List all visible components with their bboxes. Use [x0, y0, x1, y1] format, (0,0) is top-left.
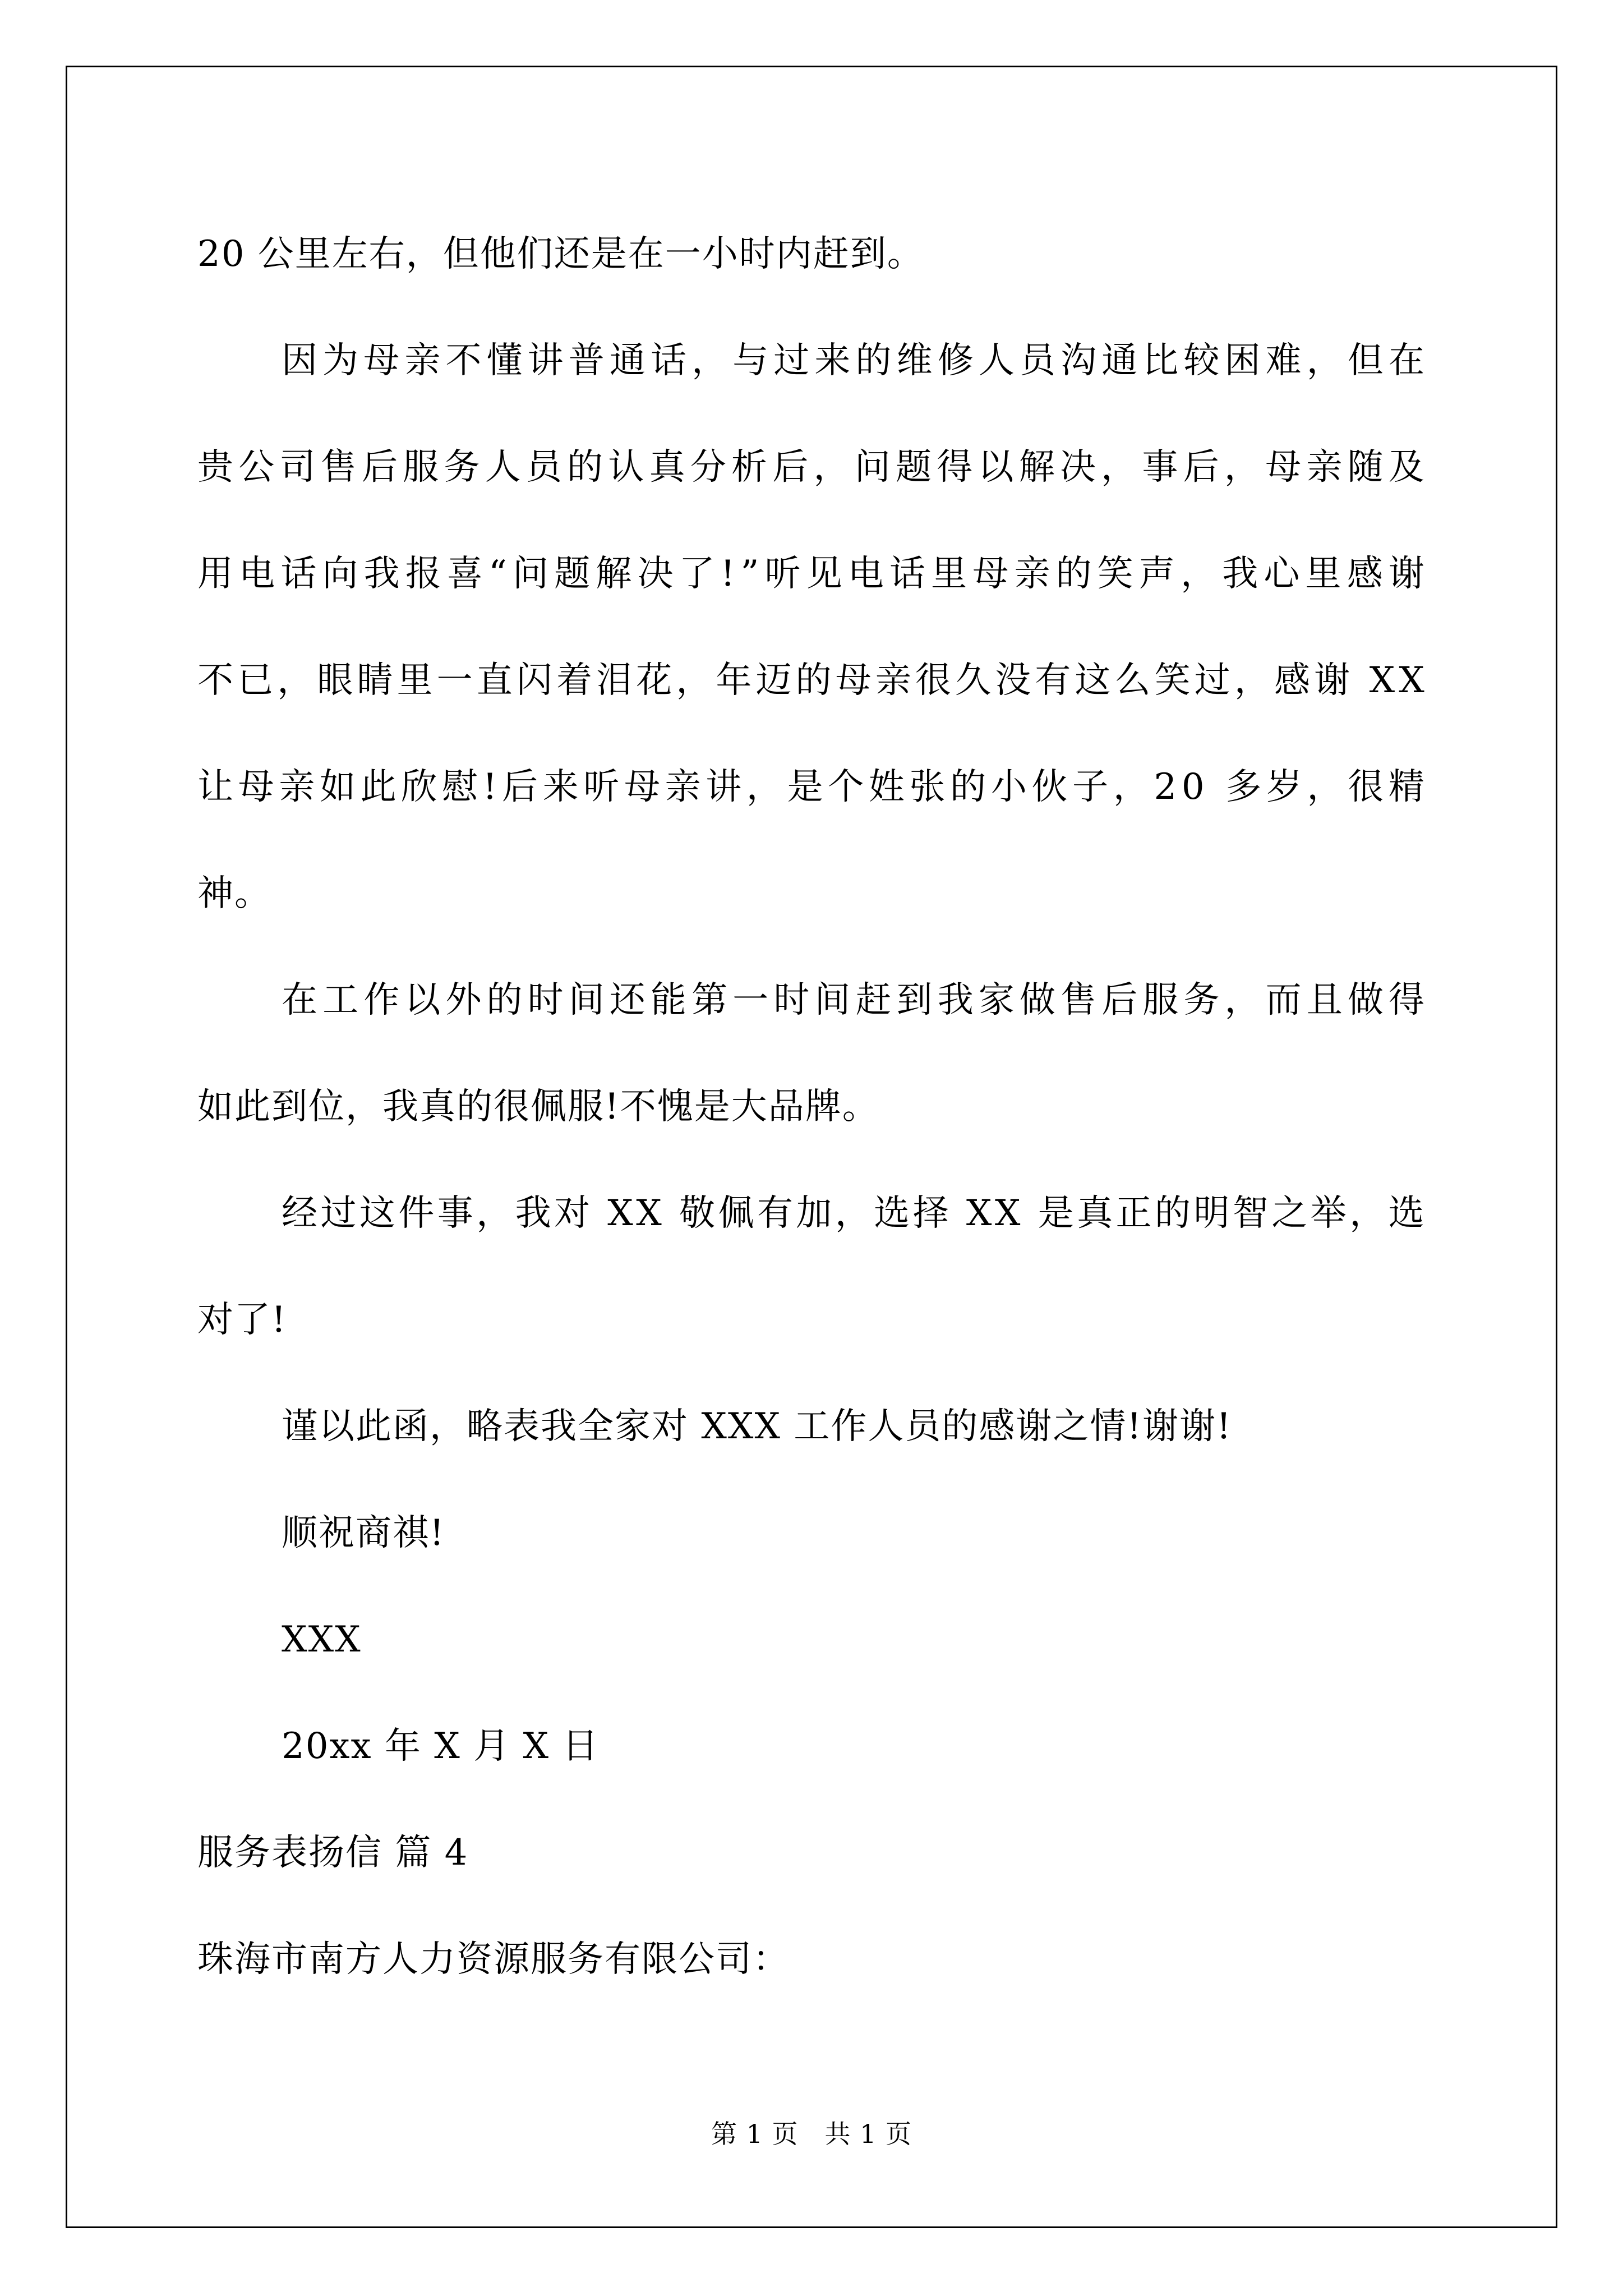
glyph: 加 [796, 1193, 833, 1234]
glyph: 个 [828, 766, 865, 808]
glyph: 服 [1142, 979, 1180, 1021]
glyph: 决 [1059, 447, 1097, 488]
glyph: 外 [445, 979, 483, 1021]
glyph: 我 [515, 1193, 552, 1234]
glyph: 母 [972, 553, 1010, 595]
glyph: 0 [1181, 766, 1206, 808]
glyph: 这 [1075, 660, 1112, 701]
glyph [665, 1191, 677, 1236]
glyph: 直 [476, 660, 514, 701]
glyph: ! [720, 553, 736, 595]
glyph: 感 [1347, 553, 1384, 595]
glyph: 对 [554, 1193, 592, 1234]
glyph: 在 [1388, 340, 1426, 381]
glyph: 因 [282, 340, 319, 381]
glyph: 里 [931, 553, 969, 595]
glyph: 时 [773, 979, 811, 1021]
glyph [1354, 658, 1366, 703]
glyph: 困 [1224, 340, 1262, 381]
glyph: 与 [732, 340, 770, 381]
glyph: 得 [1388, 979, 1426, 1021]
glyph: 过 [773, 340, 811, 381]
glyph: 慰 [441, 766, 479, 808]
body-text-line [197, 551, 1426, 596]
glyph: 员 [1019, 340, 1057, 381]
glyph: 工 [322, 979, 360, 1021]
glyph: 喜 [446, 553, 484, 595]
glyph: 精 [1388, 766, 1426, 808]
glyph: ， [1224, 979, 1262, 1021]
glyph: 谢 [1388, 553, 1426, 595]
glyph: 让 [197, 766, 234, 808]
glyph: 讲 [527, 340, 565, 381]
glyph: 亲 [279, 766, 316, 808]
glyph: 售 [1061, 979, 1098, 1021]
glyph: 听 [583, 766, 621, 808]
glyph: 的 [950, 766, 988, 808]
glyph: 如 [319, 766, 357, 808]
glyph: 间 [814, 979, 852, 1021]
body-text-line [282, 978, 1426, 1023]
glyph: 件 [398, 1193, 436, 1234]
glyph: ” [740, 553, 760, 595]
body-text-line [197, 445, 1426, 490]
glyph: 题 [554, 553, 592, 595]
glyph: 报 [405, 553, 442, 595]
glyph: 能 [650, 979, 688, 1021]
glyph: 还 [609, 979, 647, 1021]
glyph: 后 [772, 447, 810, 488]
signature-name: XXX [282, 1619, 362, 1660]
glyph: 问 [512, 553, 550, 595]
glyph: 及 [1388, 447, 1426, 488]
glyph: 一 [436, 660, 474, 701]
glyph: 亲 [875, 660, 912, 701]
glyph: 感 [1274, 660, 1311, 701]
glyph: 智 [1232, 1193, 1270, 1234]
glyph: 沟 [1061, 340, 1098, 381]
glyph: 作 [363, 979, 401, 1021]
glyph: 做 [1347, 979, 1385, 1021]
glyph: 以 [404, 979, 442, 1021]
glyph: 决 [637, 553, 675, 595]
glyph: 小 [990, 766, 1028, 808]
glyph: 话 [650, 340, 688, 381]
glyph: 以 [978, 447, 1015, 488]
glyph: X [636, 1193, 663, 1234]
glyph: 举 [1310, 1193, 1348, 1234]
glyph: ， [813, 447, 851, 488]
glyph: 母 [624, 766, 661, 808]
body-text-line [282, 338, 1426, 383]
glyph: ， [1307, 766, 1344, 808]
glyph: ， [1113, 766, 1150, 808]
glyph: 话 [889, 553, 926, 595]
glyph: “ [488, 553, 508, 595]
body-text-line: 20 公里左右，但他们还是在一小时内赶到。 [197, 233, 924, 275]
glyph: ， [1101, 447, 1138, 488]
glyph: 服 [403, 447, 440, 488]
glyph: 题 [895, 447, 933, 488]
glyph: 司 [279, 447, 317, 488]
glyph: 讲 [706, 766, 743, 808]
glyph: 的 [855, 340, 893, 381]
glyph: 后 [1183, 447, 1220, 488]
glyph: X [1399, 660, 1426, 701]
glyph: 是 [1038, 1193, 1075, 1234]
glyph: 泪 [596, 660, 634, 701]
glyph: 亲 [665, 766, 702, 808]
glyph: 有 [757, 1193, 794, 1234]
glyph: 母 [1265, 447, 1303, 488]
closing-greeting: 顺祝商祺! [282, 1512, 445, 1554]
glyph: 后 [1101, 979, 1139, 1021]
glyph: 向 [322, 553, 359, 595]
glyph: 难 [1265, 340, 1303, 381]
glyph: 母 [238, 766, 275, 808]
salutation: 珠海市南方人力资源服务有限公司： [197, 1939, 790, 1980]
body-text-line: 对了! [197, 1299, 287, 1341]
glyph: 人 [978, 340, 1016, 381]
glyph: X [1369, 660, 1396, 701]
glyph: 贵 [197, 447, 234, 488]
body-text-line [197, 765, 1426, 809]
glyph: 话 [280, 553, 318, 595]
glyph: ， [277, 660, 315, 701]
section-heading: 服务表扬信 篇 4 [197, 1832, 469, 1874]
glyph: 了 [679, 553, 716, 595]
glyph: 多 [1225, 766, 1263, 808]
glyph: 后 [361, 447, 399, 488]
glyph: 员 [525, 447, 563, 488]
glyph: 子 [1072, 766, 1110, 808]
glyph: 亲 [1306, 447, 1344, 488]
glyph: 公 [238, 447, 276, 488]
glyph: ， [1224, 447, 1261, 488]
glyph: 而 [1265, 979, 1303, 1021]
body-text-line: 谨以此函，略表我全家对 XXX 工作人员的感谢之情!谢谢! [282, 1406, 1232, 1447]
glyph: 我 [1222, 553, 1260, 595]
glyph: 过 [320, 1193, 358, 1234]
glyph: 来 [814, 340, 852, 381]
glyph: 着 [556, 660, 593, 701]
glyph: 声 [1138, 553, 1176, 595]
glyph: 择 [912, 1193, 950, 1234]
glyph: ， [1349, 1193, 1387, 1234]
glyph: 的 [486, 979, 524, 1021]
signature-date: 20xx 年 X 月 X 日 [282, 1726, 600, 1767]
glyph: 人 [485, 447, 522, 488]
glyph: 真 [649, 447, 686, 488]
glyph: 且 [1306, 979, 1344, 1021]
glyph: 问 [854, 447, 892, 488]
body-text-line [282, 1191, 1426, 1236]
glyph: 亲 [1014, 553, 1052, 595]
glyph: 迈 [755, 660, 793, 701]
glyph: 不 [445, 340, 483, 381]
glyph: 后 [501, 766, 539, 808]
glyph: 这 [359, 1193, 396, 1234]
glyph: 里 [396, 660, 434, 701]
glyph: 的 [1155, 1193, 1192, 1234]
glyph: 不 [197, 660, 234, 701]
glyph: ， [1306, 340, 1344, 381]
glyph: 见 [806, 553, 843, 595]
glyph: 析 [731, 447, 769, 488]
glyph: 笑 [1097, 553, 1135, 595]
glyph: 务 [444, 447, 481, 488]
glyph: 是 [787, 766, 824, 808]
glyph: 分 [690, 447, 727, 488]
body-text-line [197, 658, 1426, 703]
glyph: 维 [896, 340, 934, 381]
glyph: 的 [1055, 553, 1093, 595]
glyph: 比 [1142, 340, 1180, 381]
glyph: 么 [1114, 660, 1152, 701]
glyph: 家 [978, 979, 1016, 1021]
glyph [952, 1191, 964, 1236]
glyph: 懂 [486, 340, 524, 381]
glyph: ， [691, 340, 729, 381]
glyph: 已 [237, 660, 275, 701]
glyph: ， [1234, 660, 1271, 701]
glyph: 亲 [404, 340, 442, 381]
glyph: 佩 [718, 1193, 755, 1234]
glyph: 笑 [1154, 660, 1192, 701]
glyph: 电 [239, 553, 276, 595]
glyph: 认 [608, 447, 645, 488]
glyph: 没 [995, 660, 1032, 701]
body-text-line: 如此到位，我真的很佩服!不愧是大品牌。 [197, 1086, 879, 1128]
glyph: 事 [1142, 447, 1179, 488]
glyph: 普 [568, 340, 606, 381]
glyph: 久 [955, 660, 993, 701]
glyph: 做 [1019, 979, 1057, 1021]
body-text-line: 神。 [197, 873, 271, 914]
glyph: 闪 [516, 660, 554, 701]
glyph: 心 [1264, 553, 1301, 595]
glyph: 母 [363, 340, 401, 381]
glyph: 选 [874, 1193, 911, 1234]
glyph: 张 [909, 766, 947, 808]
glyph: 我 [363, 553, 401, 595]
glyph: ， [834, 1193, 872, 1234]
glyph: 通 [609, 340, 647, 381]
glyph: 在 [282, 979, 319, 1021]
glyph: 伙 [1031, 766, 1069, 808]
glyph: 经 [282, 1193, 319, 1234]
glyph: 的 [567, 447, 605, 488]
glyph: 为 [322, 340, 360, 381]
glyph: 时 [527, 979, 565, 1021]
glyph [593, 1191, 606, 1236]
glyph: 睛 [357, 660, 394, 701]
glyph: X [607, 1193, 634, 1234]
glyph: ， [676, 660, 713, 701]
glyph: 较 [1183, 340, 1221, 381]
glyph: X [966, 1193, 993, 1234]
glyph: 眼 [317, 660, 354, 701]
glyph: 修 [937, 340, 975, 381]
glyph: 姓 [868, 766, 906, 808]
glyph: 一 [732, 979, 770, 1021]
glyph: 里 [1305, 553, 1343, 595]
glyph: 2 [1154, 766, 1178, 808]
glyph: 通 [1101, 340, 1139, 381]
glyph: 解 [1018, 447, 1056, 488]
glyph: 来 [542, 766, 580, 808]
glyph: 很 [1348, 766, 1385, 808]
glyph: 第 [691, 979, 729, 1021]
glyph: 得 [937, 447, 974, 488]
glyph: 年 [716, 660, 753, 701]
glyph: 很 [915, 660, 952, 701]
glyph: 务 [1183, 979, 1221, 1021]
glyph [1209, 765, 1221, 809]
glyph: ! [482, 766, 499, 808]
glyph: 谢 [1314, 660, 1352, 701]
glyph: 选 [1388, 1193, 1426, 1234]
glyph: 解 [596, 553, 633, 595]
glyph: ， [1181, 553, 1218, 595]
glyph: 到 [896, 979, 934, 1021]
glyph: 真 [1077, 1193, 1114, 1234]
glyph: 赶 [855, 979, 893, 1021]
glyph: 之 [1271, 1193, 1309, 1234]
glyph: 售 [320, 447, 358, 488]
glyph: 事 [437, 1193, 474, 1234]
glyph: 的 [795, 660, 833, 701]
glyph: X [994, 1193, 1022, 1234]
glyph: 岁 [1266, 766, 1303, 808]
glyph: ， [746, 766, 783, 808]
glyph: 欣 [401, 766, 439, 808]
glyph: 过 [1194, 660, 1232, 701]
glyph: 有 [1035, 660, 1072, 701]
glyph: 听 [764, 553, 802, 595]
glyph: 我 [937, 979, 975, 1021]
glyph: 母 [835, 660, 873, 701]
glyph: 正 [1115, 1193, 1153, 1234]
glyph: 花 [636, 660, 674, 701]
page-number-footer: 第 1 页 共 1 页 [711, 2119, 912, 2149]
page-border [66, 66, 1557, 2228]
glyph: 随 [1347, 447, 1385, 488]
glyph: 用 [197, 553, 234, 595]
glyph [1023, 1191, 1036, 1236]
glyph: 敬 [679, 1193, 717, 1234]
glyph: 明 [1193, 1193, 1231, 1234]
glyph: 间 [568, 979, 606, 1021]
glyph: 电 [847, 553, 885, 595]
glyph: 此 [360, 766, 398, 808]
glyph: ， [476, 1193, 514, 1234]
glyph: 但 [1347, 340, 1385, 381]
